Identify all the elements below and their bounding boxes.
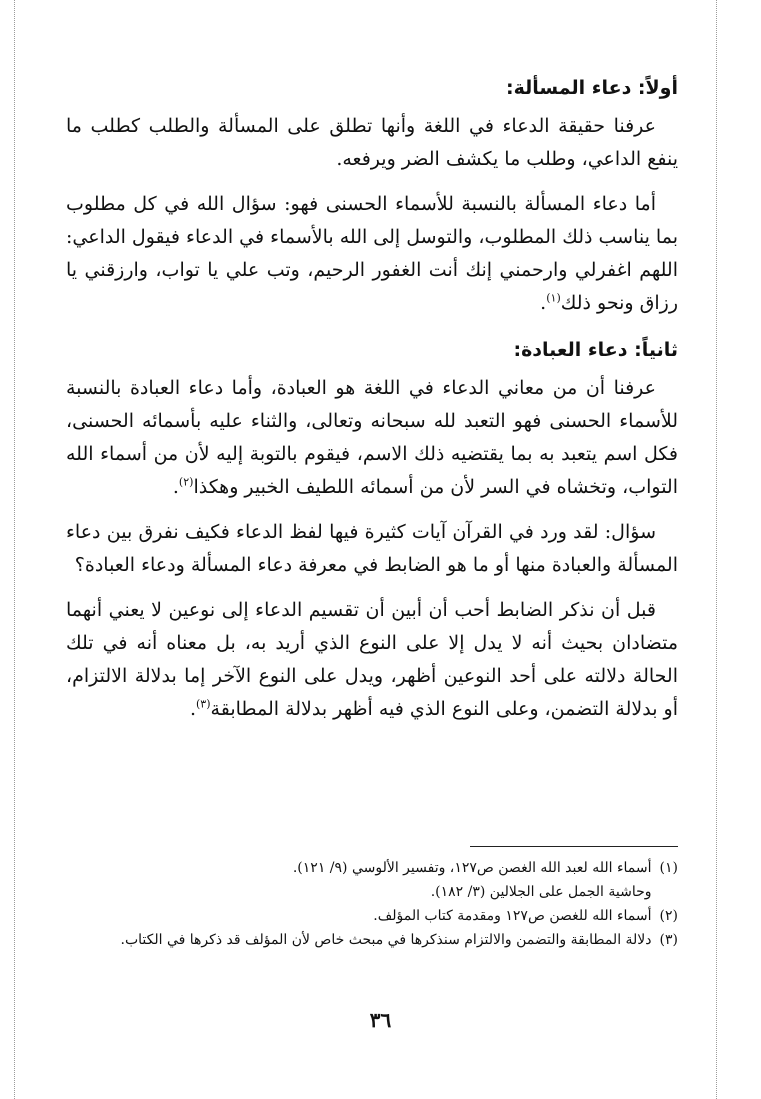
paragraph: سؤال: لقد ورد في القرآن آيات كثيرة فيها لفظ الدعاء فكيف نفرق بين دعاء المسألة والعبادة منها أو ما هو الضابط في معرفة دعاء المسألة ودعاء العبادة؟ [66,521,678,576]
footnote-number: (٢) [659,908,678,924]
footnote-text: أسماء الله للغصن ص١٢٧ ومقدمة كتاب المؤلف. [373,908,652,924]
footnote-item [66,928,678,952]
footnote-text: دلالة المطابقة والتضمن والالتزام سنذكرها في مبحث خاص لأن المؤلف قد ذكرها في الكتاب. [120,932,652,948]
footnote-item [66,856,678,904]
footnotes [66,856,678,952]
left-edge-dotted-line [14,0,15,1099]
section-heading-worship: ثانياً: دعاء العبادة: [513,339,678,361]
footnote-number: (١) [659,860,678,876]
section-heading-supplication: أولاً: دعاء المسألة: [506,77,678,99]
footnote-text: أسماء الله لعبد الله الغصن ص١٢٧، وتفسير الألوسي (٩/ ١٢١). وحاشية الجمل على الجلالين (٣/ ١٨٢). [292,860,652,900]
footnote-divider [470,846,678,847]
paragraph: عرفنا أن من معاني الدعاء في اللغة هو العبادة، وأما دعاء العبادة بالنسبة للأسماء الحسنى فهو التعبد لله سبحانه وتعالى، والثناء عليه بأسمائه الحسنى، فكل اسم يتعبد به بما يقتضيه ذلك الاسم، فيقوم بالتوبة إليه لأن من أسماء الله التواب، وتخشاه في السر لأن من أسمائه اللطيف الخبير وهكذا$^{(٢)}$. [66,377,678,498]
paragraph: قبل أن نذكر الضابط أحب أن أبين أن تقسيم الدعاء إلى نوعين لا يعني أنهما متضادان بحيث أنه لا يدل إلا على النوع الذي أريد به، بل معناه أنه في تلك الحالة دلالته على أحد النوعين أظهر، ويدل على النوع الآخر إما بدلالة الالتزام، أو بدلالة التضمن، وعلى النوع الذي فيه أظهر بدلالة المطابقة$^{(٣)}$. [66,599,678,720]
paragraph: أما دعاء المسألة بالنسبة للأسماء الحسنى فهو: سؤال الله في كل مطلوب بما يناسب ذلك المطلوب، والتوسل إلى الله بالأسماء في الدعاء فيقول الداعي: اللهم اغفرلي وارحمني إنك أنت الغفور الرحيم، وتب علي يا تواب، وارزقني يا رزاق ونحو ذلك$^{(١)}$. [66,193,678,314]
footnote-ref: (١) [546,291,561,305]
main-text [66,74,678,738]
footnote-item [66,904,678,928]
footnote-ref: (٣) [196,697,211,711]
right-edge-dotted-line [716,0,717,1099]
page-number: ٣٦ [369,1008,392,1032]
footnote-ref: (٢) [178,475,194,489]
footnote-number: (٣) [659,932,678,948]
paragraph: عرفنا حقيقة الدعاء في اللغة وأنها تطلق على المسألة والطلب كطلب ما ينفع الداعي، وطلب ما يكشف الضر ويرفعه. [66,115,678,170]
